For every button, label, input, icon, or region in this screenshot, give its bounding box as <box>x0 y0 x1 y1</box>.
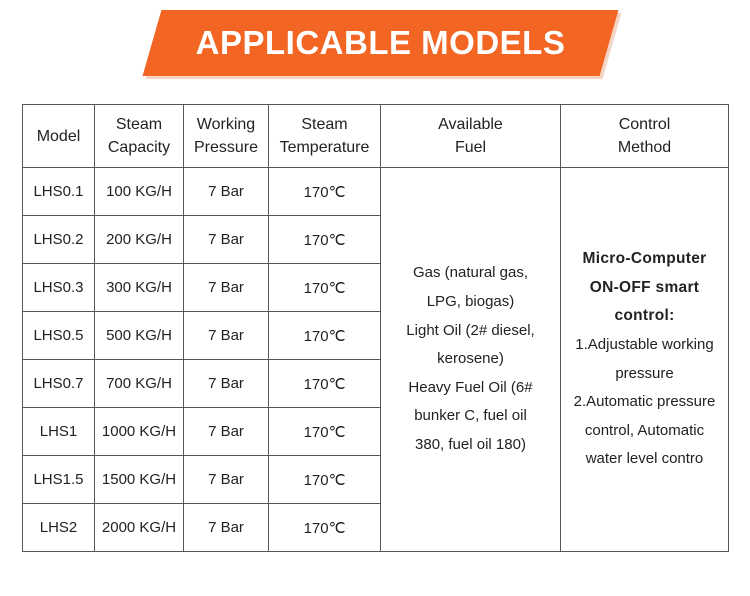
model-cell: LHS0.2 <box>23 216 95 264</box>
control-heading-line: Micro-Computer <box>582 250 707 268</box>
table-row <box>23 168 729 216</box>
banner-title: APPLICABLE MODELS <box>195 24 566 61</box>
temperature-cell: 170℃ <box>269 360 381 408</box>
model-cell: LHS1 <box>23 408 95 456</box>
pressure-cell: 7 Bar <box>184 456 269 504</box>
model-cell: LHS2 <box>23 504 95 552</box>
models-table <box>22 104 729 552</box>
header-temperature: Steam Temperature <box>269 105 381 168</box>
temperature-cell: 170℃ <box>269 312 381 360</box>
header-pressure: Working Pressure <box>184 105 269 168</box>
capacity-cell: 1000 KG/H <box>95 408 184 456</box>
pressure-cell: 7 Bar <box>184 408 269 456</box>
header-capacity: Steam Capacity <box>95 105 184 168</box>
header-control: Control Method <box>561 105 729 168</box>
model-cell: LHS0.3 <box>23 264 95 312</box>
model-cell: LHS0.5 <box>23 312 95 360</box>
fuel-line: Heavy Fuel Oil (6# <box>408 378 533 396</box>
control-heading-line: ON-OFF smart <box>589 278 700 296</box>
pressure-cell: 7 Bar <box>184 216 269 264</box>
temperature-cell: 170℃ <box>269 216 381 264</box>
control-line: 2.Automatic pressure <box>573 393 716 411</box>
capacity-cell: 2000 KG/H <box>95 504 184 552</box>
control-line: 1.Adjustable working <box>575 335 714 353</box>
header-row <box>23 105 729 168</box>
capacity-cell: 700 KG/H <box>95 360 184 408</box>
model-cell: LHS0.1 <box>23 168 95 216</box>
capacity-cell: 1500 KG/H <box>95 456 184 504</box>
pressure-cell: 7 Bar <box>184 504 269 552</box>
capacity-cell: 500 KG/H <box>95 312 184 360</box>
fuel-line: Light Oil (2# diesel, <box>406 321 535 339</box>
model-cell: LHS0.7 <box>23 360 95 408</box>
title-banner <box>0 10 750 76</box>
control-cell <box>561 168 729 552</box>
header-model: Model <box>23 105 95 168</box>
model-cell: LHS1.5 <box>23 456 95 504</box>
pressure-cell: 7 Bar <box>184 264 269 312</box>
fuel-cell <box>381 168 561 552</box>
fuel-line: bunker C, fuel oil <box>414 407 527 425</box>
temperature-cell: 170℃ <box>269 408 381 456</box>
control-heading-line: control: <box>614 307 675 325</box>
capacity-cell: 300 KG/H <box>95 264 184 312</box>
temperature-cell: 170℃ <box>269 456 381 504</box>
fuel-line: LPG, biogas) <box>426 293 515 311</box>
control-line: pressure <box>615 364 674 382</box>
pressure-cell: 7 Bar <box>184 360 269 408</box>
control-line: water level contro <box>585 450 704 468</box>
temperature-cell: 170℃ <box>269 264 381 312</box>
capacity-cell: 100 KG/H <box>95 168 184 216</box>
pressure-cell: 7 Bar <box>184 312 269 360</box>
fuel-line: 380, fuel oil 180) <box>415 435 526 453</box>
control-line: control, Automatic <box>584 421 705 439</box>
pressure-cell: 7 Bar <box>184 168 269 216</box>
temperature-cell: 170℃ <box>269 504 381 552</box>
fuel-line: kerosene) <box>437 350 504 368</box>
fuel-line: Gas (natural gas, <box>412 264 529 282</box>
temperature-cell: 170℃ <box>269 168 381 216</box>
capacity-cell: 200 KG/H <box>95 216 184 264</box>
header-fuel: Available Fuel <box>381 105 561 168</box>
